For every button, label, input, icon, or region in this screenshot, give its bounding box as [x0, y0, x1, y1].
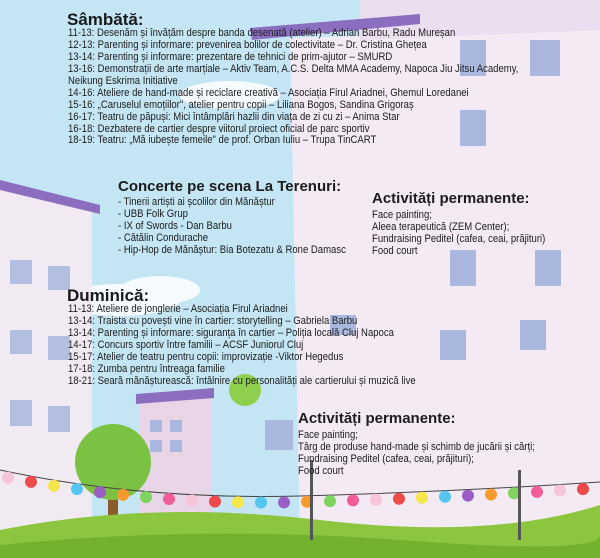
activity-item: Fundraising Peditel (cafea, ceai, prăjituri);	[298, 452, 474, 465]
event-line: 13-16: Demonstrații de arte marțiale – Aktiv Team, A.C.S. Delta MMA Academy, Napoca Jiu Jitsu Academy,	[68, 62, 519, 75]
concert-item: - IX of Swords - Dan Barbu	[118, 221, 346, 233]
activity-item: Târg de produse hand-made și schimb de jucării și cărți;	[298, 440, 535, 453]
activity-item: Aleea terapeutică (ZEM Center);	[372, 220, 510, 233]
permanent-activities-sunday	[298, 430, 535, 478]
event-line: 18-19: Teatru: „Mă iubește femeile" de prof. Orban Iuliu – Trupa TinCART	[68, 134, 377, 147]
event-line: 15-17: Atelier de teatru pentru copii: improvizație -Viktor Hegedus	[68, 350, 344, 363]
concerts-list	[118, 197, 346, 257]
concert-item: - UBB Folk Grup	[118, 209, 346, 221]
event-line: 13-14: Parenting și informare: siguranța în cartier – Poliția locală Cluj Napoca	[68, 326, 394, 339]
activity-item: Face painting;	[298, 429, 358, 441]
event-line: 11-13: Desenăm și învățăm despre banda desenată (atelier) – Adrian Barbu, Radu Mureșan	[68, 27, 456, 39]
event-line: 13-14: Traista cu povești vine în cartier: storytelling – Gabriela Barbu	[68, 314, 358, 327]
event-line: 11-13: Ateliere de jonglerie – Asociația Firul Ariadnei	[68, 303, 288, 315]
event-line: 15-16: „Caruselul emoțiilor", atelier pentru copii – Liliana Bogos, Sandina Grigoraș	[68, 98, 414, 111]
concert-item: - Tinerii artiști ai școlilor din Mănăștur	[118, 197, 346, 209]
sunday-title: Duminică:	[67, 286, 150, 305]
activity-item: Food court	[298, 464, 344, 477]
sunday-events	[68, 304, 416, 388]
event-line: 17-18: Zumba pentru întreaga familie	[68, 362, 225, 375]
concert-item: - Cătălin Condurache	[118, 233, 346, 245]
saturday-events	[68, 28, 518, 147]
event-line: Neikung Eskrima Initiative	[68, 74, 178, 87]
event-line: 13-14: Parenting și informare: prezentare de tehnici de prim-ajutor – SMURD	[68, 50, 393, 63]
event-line: 16-18: Dezbatere de cartier despre viitorul proiect oficial de parc sportiv	[68, 122, 370, 135]
activity-item: Fundraising Peditel (cafea, ceai, prăjituri)	[372, 232, 546, 245]
event-line: 16-17: Teatru de păpuși: Mici întâmplări hazlii din viața de zi cu zi – Anima Star	[68, 110, 400, 123]
event-line: 14-17: Concurs sportiv între familii – ACSF Juniorul Cluj	[68, 338, 304, 351]
concerts-title: Concerte pe scena La Terenuri:	[118, 178, 342, 195]
permanent-activities-sunday-title: Activități permanente:	[298, 410, 456, 427]
event-line: 14-16: Ateliere de hand-made și reciclare creativă – Asociația Firul Ariadnei, Ghemul Loredanei	[68, 86, 469, 99]
event-line: 12-13: Parenting și informare: prevenirea bolilor de colectivitate – Dr. Cristina Ghețea	[68, 38, 427, 51]
concert-item: - Hip-Hop de Mănăștur: Bia Botezatu & Rone Damasc	[118, 245, 346, 257]
event-line: 18-21: Seară mănășturească: întâlnire cu personalități ale cartierului și muzică live	[68, 374, 416, 387]
saturday-title: Sâmbătă:	[67, 10, 144, 29]
activity-item: Food court	[372, 244, 418, 257]
permanent-activities-saturday	[372, 210, 545, 258]
permanent-activities-saturday-title: Activități permanente:	[372, 190, 530, 207]
activity-item: Face painting;	[372, 209, 432, 221]
